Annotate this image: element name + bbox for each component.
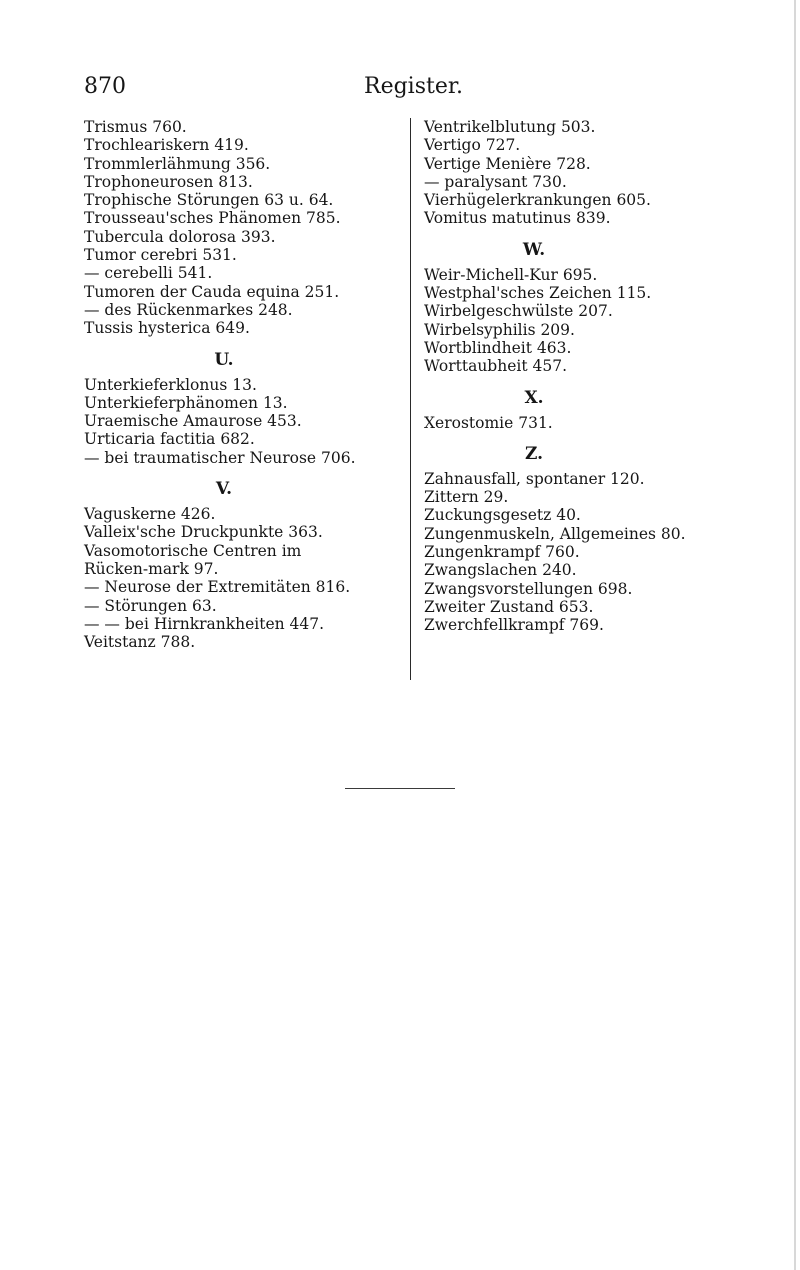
index-entry: Vierhügelerkrankungen 605. xyxy=(424,191,651,210)
index-entry: Zweiter Zustand 653. xyxy=(424,597,594,616)
index-entry: — paralysant 730. xyxy=(424,172,567,191)
index-entry: Wirbelgeschwülste 207. xyxy=(424,302,613,321)
page-number: 870 xyxy=(84,74,126,99)
index-entry: Vasomotorische Centren im Rücken-mark 97. xyxy=(84,541,302,578)
index-entry: Tumoren der Cauda equina 251. xyxy=(84,282,340,301)
index-entry: — — bei Hirnkrankheiten 447. xyxy=(84,614,325,633)
index-entry: Veitstanz 788. xyxy=(84,633,196,652)
running-title: Register. xyxy=(364,74,463,99)
section-v-entries-continued xyxy=(424,118,784,228)
section-letter-u: U. xyxy=(214,349,234,370)
index-entry: Worttaubheit 457. xyxy=(424,357,568,376)
index-entry: Zittern 29. xyxy=(424,488,509,507)
index-entry: Zahnausfall, spontaner 120. xyxy=(424,469,645,488)
index-entry: — cerebelli 541. xyxy=(84,264,213,283)
section-x-entries xyxy=(424,414,784,432)
index-entry: Wortblindheit 463. xyxy=(424,338,572,357)
index-entry: Unterkieferklonus 13. xyxy=(84,375,257,394)
index-entry: Vomitus matutinus 839. xyxy=(424,209,611,228)
index-column-left xyxy=(84,118,404,651)
index-entry: Valleix'sche Druckpunkte 363. xyxy=(84,523,323,542)
index-entry: — des Rückenmarkes 248. xyxy=(84,300,293,319)
index-entry: Wirbelsyphilis 209. xyxy=(424,320,575,339)
index-entry: Trophische Störungen 63 u. 64. xyxy=(84,191,334,210)
section-u-entries xyxy=(84,376,404,467)
section-letter-v: V. xyxy=(215,479,233,500)
index-entry: Tubercula dolorosa 393. xyxy=(84,227,276,246)
index-entry: Westphal'sches Zeichen 115. xyxy=(424,284,652,303)
index-entry: Vertige Menière 728. xyxy=(424,154,591,173)
index-entry: Ventrikelblutung 503. xyxy=(424,118,596,136)
index-entry: Unterkieferphänomen 13. xyxy=(84,393,288,412)
index-entry: Trismus 760. xyxy=(84,118,187,136)
index-entry: Zuckungsgesetz 40. xyxy=(424,506,581,525)
column-divider xyxy=(410,118,411,680)
index-entry: Zwangslachen 240. xyxy=(424,561,577,580)
index-entry: Weir-Michell-Kur 695. xyxy=(424,265,598,284)
section-v-entries xyxy=(84,505,404,651)
section-letter-w: W. xyxy=(522,239,546,260)
index-entry: Vertigo 727. xyxy=(424,136,521,155)
section-z-entries xyxy=(424,470,784,635)
page-edge xyxy=(794,0,796,1270)
index-entry: — Neurose der Extremitäten 816. xyxy=(84,578,351,597)
index-entry: Tussis hysterica 649. xyxy=(84,319,250,338)
section-w-entries xyxy=(424,266,784,376)
index-entry: — Störungen 63. xyxy=(84,596,217,615)
index-entry: Uraemische Amaurose 453. xyxy=(84,412,302,431)
index-entry: Tumor cerebri 531. xyxy=(84,246,237,265)
index-entry: Xerostomie 731. xyxy=(424,413,553,432)
end-rule xyxy=(345,788,455,789)
index-entry: Zwerchfellkrampf 769. xyxy=(424,616,604,635)
index-entry: — bei traumatischer Neurose 706. xyxy=(84,448,356,467)
index-entry: Trophoneurosen 813. xyxy=(84,172,253,191)
index-entry: Urticaria factitia 682. xyxy=(84,430,255,449)
index-entry: Vaguskerne 426. xyxy=(84,505,216,524)
index-entry: Trousseau'sches Phänomen 785. xyxy=(84,209,341,228)
index-entry: Trommlerlähmung 356. xyxy=(84,154,271,173)
section-letter-z: Z. xyxy=(524,443,544,464)
index-entry: Zungenmuskeln, Allgemeines 80. xyxy=(424,524,686,543)
index-entry: Zungenkrampf 760. xyxy=(424,543,580,562)
index-column-right xyxy=(424,118,784,635)
section-t-entries xyxy=(84,118,404,338)
index-entry: Zwangsvorstellungen 698. xyxy=(424,579,633,598)
section-letter-x: X. xyxy=(524,387,544,408)
index-entry: Trochleariskern 419. xyxy=(84,136,249,155)
